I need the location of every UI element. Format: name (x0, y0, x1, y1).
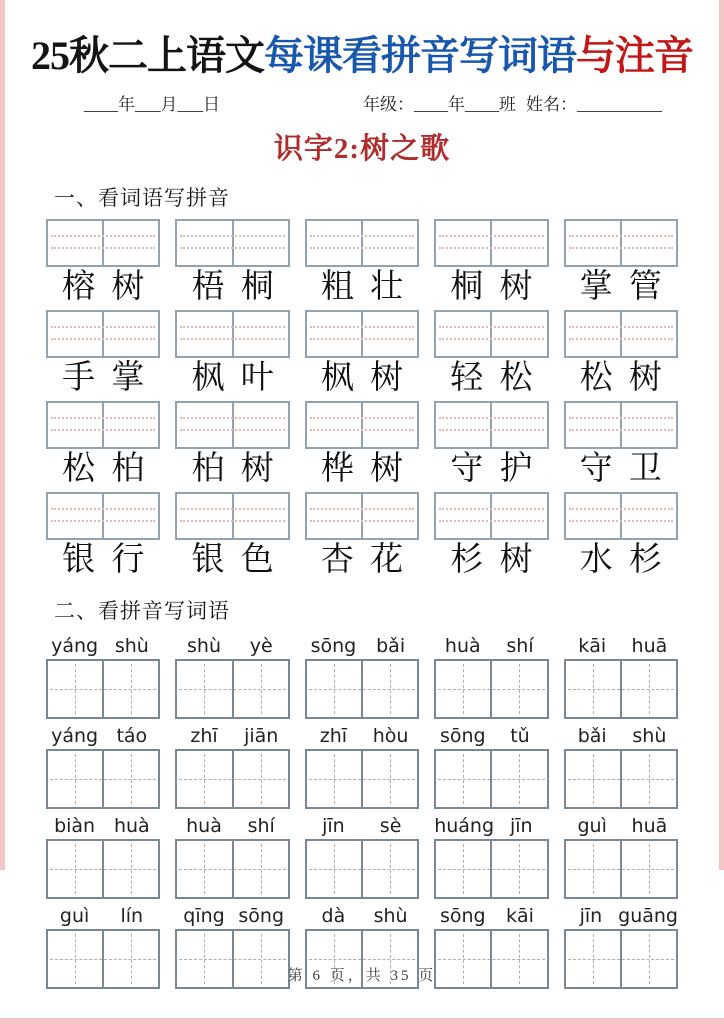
character-writing-box[interactable] (175, 839, 289, 899)
pinyin-cell[interactable] (48, 221, 102, 265)
scan-edge-artifact-left (0, 0, 5, 870)
pinyin-label (175, 902, 289, 929)
pinyin-cell[interactable] (490, 312, 546, 356)
pinyin-cell[interactable] (177, 403, 231, 447)
s1-row-3 (0, 401, 724, 489)
word-label: 手 掌 (62, 360, 145, 396)
pinyin-label (564, 902, 678, 929)
s2-pinyin-column (46, 632, 160, 719)
word-label: 枫 树 (320, 360, 404, 396)
character-cell[interactable] (102, 751, 158, 807)
s2-pinyin-column (564, 812, 678, 899)
pinyin-cell[interactable] (620, 221, 676, 265)
pinyin-writing-box[interactable] (175, 219, 289, 267)
character-cell[interactable] (307, 751, 361, 807)
page-number-footer: 第 6 页，共 35 页 (287, 968, 437, 984)
pinyin-cell[interactable] (620, 494, 676, 538)
section2-heading: 二、看拼音写词语 (54, 599, 230, 623)
character-cell[interactable] (490, 841, 546, 897)
pinyin-label (305, 812, 419, 839)
s2-pinyin-column (46, 812, 160, 899)
word-label: 银 行 (62, 542, 145, 578)
pinyin-syllable: sōng (238, 904, 285, 927)
pinyin-cell[interactable] (48, 403, 102, 447)
pinyin-syllable: tǔ (510, 724, 530, 747)
s1-word-column (175, 401, 289, 489)
pinyin-syllable: jīn (579, 904, 603, 927)
pinyin-cell[interactable] (361, 403, 417, 447)
character-writing-box[interactable] (305, 839, 419, 899)
pinyin-cell[interactable] (307, 221, 361, 265)
date-blank: ____年___月___日 (84, 95, 220, 114)
pinyin-syllable: huáng (434, 814, 495, 837)
date-name-line (0, 90, 724, 115)
character-cell[interactable] (361, 841, 417, 897)
pinyin-writing-box[interactable] (175, 401, 289, 449)
pinyin-syllable: shí (506, 634, 534, 657)
pinyin-syllable: huà (444, 634, 481, 657)
s2-pinyin-column (305, 722, 419, 809)
pinyin-cell[interactable] (436, 312, 490, 356)
character-writing-box[interactable] (175, 749, 289, 809)
pinyin-syllable: bǎi (376, 634, 406, 657)
s2-pinyin-column (434, 632, 548, 719)
pinyin-syllable: huà (186, 814, 222, 837)
character-writing-box[interactable] (564, 749, 678, 809)
character-cell[interactable] (48, 661, 102, 717)
pinyin-label (434, 722, 548, 749)
pinyin-cell[interactable] (361, 221, 417, 265)
pinyin-cell[interactable] (48, 312, 102, 356)
character-cell[interactable] (307, 661, 361, 717)
pinyin-cell[interactable] (232, 494, 288, 538)
character-cell[interactable] (177, 661, 231, 717)
pinyin-syllable: sè (379, 814, 402, 837)
pinyin-writing-box[interactable] (46, 310, 160, 358)
character-cell[interactable] (620, 841, 676, 897)
pinyin-syllable: shù (114, 634, 149, 657)
pinyin-cell[interactable] (177, 312, 231, 356)
pinyin-cell[interactable] (361, 312, 417, 356)
s2-pinyin-column (564, 632, 678, 719)
pinyin-cell[interactable] (436, 403, 490, 447)
pinyin-syllable: kāi (578, 634, 607, 657)
pinyin-writing-box[interactable] (305, 310, 419, 358)
pinyin-cell[interactable] (102, 312, 158, 356)
pinyin-writing-box[interactable] (434, 310, 548, 358)
s1-word-column (305, 401, 419, 489)
character-cell[interactable] (620, 661, 676, 717)
pinyin-syllable: bǎi (577, 724, 607, 747)
grade-blank: 年级：____年____班 (363, 95, 516, 114)
pinyin-cell[interactable] (177, 221, 231, 265)
pinyin-syllable: jiān (244, 724, 279, 747)
pinyin-cell[interactable] (490, 403, 546, 447)
pinyin-writing-box[interactable] (434, 492, 548, 540)
s1-word-column (175, 219, 289, 307)
word-label: 银 色 (191, 542, 274, 578)
s1-word-column (564, 492, 678, 580)
pinyin-writing-box[interactable] (46, 492, 160, 540)
pinyin-syllable: yáng (51, 724, 99, 747)
s1-word-column (434, 401, 548, 489)
s2-pinyin-column (564, 722, 678, 809)
s1-row-4 (0, 492, 724, 580)
character-cell[interactable] (232, 661, 288, 717)
word-label: 轻 松 (450, 360, 533, 396)
s1-word-column (564, 310, 678, 398)
pinyin-syllable: yáng (51, 634, 99, 657)
pinyin-syllable: jīn (510, 814, 533, 837)
pinyin-cell[interactable] (307, 403, 361, 447)
pinyin-cell[interactable] (490, 494, 546, 538)
character-writing-box[interactable] (46, 839, 160, 899)
word-label: 柏 树 (191, 451, 274, 487)
pinyin-cell[interactable] (102, 403, 158, 447)
word-label: 榕 树 (62, 269, 145, 305)
character-cell[interactable] (436, 661, 490, 717)
s1-word-column (46, 401, 160, 489)
pinyin-label (46, 632, 160, 659)
character-writing-box[interactable] (564, 839, 678, 899)
pinyin-cell[interactable] (436, 494, 490, 538)
pinyin-writing-box[interactable] (175, 310, 289, 358)
character-cell[interactable] (436, 841, 490, 897)
pinyin-label (434, 812, 548, 839)
s2-row-3 (0, 812, 724, 899)
pinyin-cell[interactable] (102, 494, 158, 538)
character-cell[interactable] (566, 661, 620, 717)
title-segment-red: 与注音 (576, 33, 693, 78)
character-writing-box[interactable] (434, 839, 548, 899)
pinyin-cell[interactable] (102, 221, 158, 265)
name-blank: 姓名：__________ (526, 95, 662, 114)
pinyin-cell[interactable] (620, 312, 676, 356)
word-label: 水 杉 (579, 542, 662, 578)
pinyin-syllable: sōng (439, 724, 486, 747)
character-writing-box[interactable] (175, 659, 289, 719)
pinyin-writing-box[interactable] (564, 492, 678, 540)
character-cell[interactable] (566, 751, 620, 807)
pinyin-label (305, 902, 419, 929)
pinyin-cell[interactable] (490, 221, 546, 265)
word-label: 松 柏 (62, 451, 145, 487)
character-cell[interactable] (307, 841, 361, 897)
s2-pinyin-column (175, 632, 289, 719)
pinyin-syllable: guì (577, 814, 607, 837)
pinyin-cell[interactable] (232, 221, 288, 265)
pinyin-cell[interactable] (232, 403, 288, 447)
pinyin-cell[interactable] (307, 312, 361, 356)
pinyin-writing-box[interactable] (564, 401, 678, 449)
lesson-title: 识字2:树之歌 (273, 133, 451, 165)
pinyin-writing-box[interactable] (564, 310, 678, 358)
pinyin-syllable: huà (113, 814, 150, 837)
character-cell[interactable] (102, 841, 158, 897)
pinyin-writing-box[interactable] (434, 219, 548, 267)
s2-row-1 (0, 632, 724, 719)
pinyin-cell[interactable] (566, 494, 620, 538)
section1-heading: 一、看词语写拼音 (54, 186, 230, 210)
character-writing-box[interactable] (46, 659, 160, 719)
character-cell[interactable] (177, 841, 231, 897)
s2-pinyin-column (175, 722, 289, 809)
pinyin-syllable: lín (120, 904, 144, 927)
word-label: 枫 叶 (191, 360, 274, 396)
pinyin-syllable: guāng (618, 904, 678, 927)
pinyin-writing-box[interactable] (175, 492, 289, 540)
s1-word-column (434, 492, 548, 580)
s2-pinyin-column (305, 632, 419, 719)
s1-word-column (175, 492, 289, 580)
word-label: 桦 树 (320, 451, 404, 487)
pinyin-cell[interactable] (232, 312, 288, 356)
title-segment-black: 25秋二上语文 (31, 33, 264, 78)
s2-pinyin-column (175, 812, 289, 899)
character-cell[interactable] (566, 841, 620, 897)
pinyin-writing-box[interactable] (305, 219, 419, 267)
pinyin-writing-box[interactable] (564, 219, 678, 267)
pinyin-syllable: táo (116, 724, 148, 747)
word-label: 梧 桐 (191, 269, 274, 305)
pinyin-syllable: yè (249, 634, 273, 657)
page-title (0, 0, 724, 81)
s1-word-column (305, 219, 419, 307)
pinyin-writing-box[interactable] (46, 401, 160, 449)
word-label: 松 树 (579, 360, 662, 396)
s1-word-column (305, 492, 419, 580)
pinyin-syllable: qīng (183, 904, 225, 927)
character-cell[interactable] (177, 751, 231, 807)
pinyin-syllable: biàn (54, 814, 96, 837)
character-writing-box[interactable] (434, 749, 548, 809)
character-cell[interactable] (620, 751, 676, 807)
s1-word-column (564, 219, 678, 307)
s1-word-column (46, 219, 160, 307)
word-label: 杏 花 (320, 542, 404, 578)
pinyin-label (46, 722, 160, 749)
character-cell[interactable] (232, 751, 288, 807)
s1-word-column (46, 310, 160, 398)
pinyin-syllable: dà (321, 904, 346, 927)
pinyin-cell[interactable] (566, 403, 620, 447)
pinyin-label (46, 902, 160, 929)
character-cell[interactable] (102, 661, 158, 717)
pinyin-label (434, 902, 548, 929)
pinyin-syllable: zhī (319, 724, 348, 747)
scan-edge-artifact-bottom (0, 1018, 724, 1024)
character-cell[interactable] (490, 661, 546, 717)
pinyin-label (305, 632, 419, 659)
character-writing-box[interactable] (564, 659, 678, 719)
pinyin-writing-box[interactable] (305, 401, 419, 449)
pinyin-syllable: jīn (322, 814, 345, 837)
pinyin-label (175, 722, 289, 749)
character-writing-box[interactable] (46, 749, 160, 809)
pinyin-syllable: shù (632, 724, 667, 747)
grade-name-blanks (363, 90, 662, 115)
character-cell[interactable] (490, 751, 546, 807)
pinyin-syllable: sōng (310, 634, 357, 657)
s1-word-column (305, 310, 419, 398)
character-cell[interactable] (48, 751, 102, 807)
word-label: 守 护 (450, 451, 533, 487)
pinyin-syllable: huā (631, 814, 668, 837)
pinyin-writing-box[interactable] (305, 492, 419, 540)
pinyin-syllable: zhī (190, 724, 218, 747)
scan-edge-artifact-right (719, 0, 724, 870)
pinyin-cell[interactable] (620, 403, 676, 447)
pinyin-label (564, 812, 678, 839)
pinyin-cell[interactable] (566, 221, 620, 265)
s1-word-column (175, 310, 289, 398)
s1-word-column (564, 401, 678, 489)
character-cell[interactable] (361, 661, 417, 717)
pinyin-cell[interactable] (436, 221, 490, 265)
pinyin-syllable: sōng (439, 904, 486, 927)
pinyin-syllable: kāi (506, 904, 534, 927)
word-label: 杉 树 (450, 542, 533, 578)
pinyin-label (564, 722, 678, 749)
word-label: 守 卫 (579, 451, 662, 487)
pinyin-label (564, 632, 678, 659)
pinyin-label (175, 812, 289, 839)
pinyin-label (46, 812, 160, 839)
s1-word-column (46, 492, 160, 580)
s2-row-2 (0, 722, 724, 809)
pinyin-cell[interactable] (361, 494, 417, 538)
s2-pinyin-column (434, 722, 548, 809)
pinyin-writing-box[interactable] (46, 219, 160, 267)
s1-word-column (434, 310, 548, 398)
pinyin-syllable: shù (373, 904, 408, 927)
pinyin-syllable: huā (631, 634, 668, 657)
word-label: 粗 壮 (320, 269, 404, 305)
s1-word-column (434, 219, 548, 307)
pinyin-syllable: shù (187, 634, 221, 657)
pinyin-syllable: guì (59, 904, 90, 927)
pinyin-cell[interactable] (177, 494, 231, 538)
pinyin-label (434, 632, 548, 659)
pinyin-cell[interactable] (307, 494, 361, 538)
word-label: 桐 树 (450, 269, 533, 305)
s2-pinyin-column (305, 812, 419, 899)
s1-row-1 (0, 219, 724, 307)
character-writing-box[interactable] (434, 659, 548, 719)
s2-pinyin-column (46, 722, 160, 809)
character-writing-box[interactable] (305, 749, 419, 809)
character-writing-box[interactable] (305, 659, 419, 719)
pinyin-label (305, 722, 419, 749)
word-label: 掌 管 (579, 269, 662, 305)
pinyin-writing-box[interactable] (434, 401, 548, 449)
pinyin-syllable: hòu (372, 724, 409, 747)
pinyin-label (175, 632, 289, 659)
character-cell[interactable] (436, 751, 490, 807)
title-segment-blue: 每课看拼音写词语 (264, 33, 576, 78)
pinyin-cell[interactable] (566, 312, 620, 356)
character-cell[interactable] (48, 841, 102, 897)
pinyin-cell[interactable] (48, 494, 102, 538)
pinyin-syllable: shí (247, 814, 275, 837)
s1-row-2 (0, 310, 724, 398)
character-cell[interactable] (361, 751, 417, 807)
character-cell[interactable] (232, 841, 288, 897)
s2-pinyin-column (434, 812, 548, 899)
